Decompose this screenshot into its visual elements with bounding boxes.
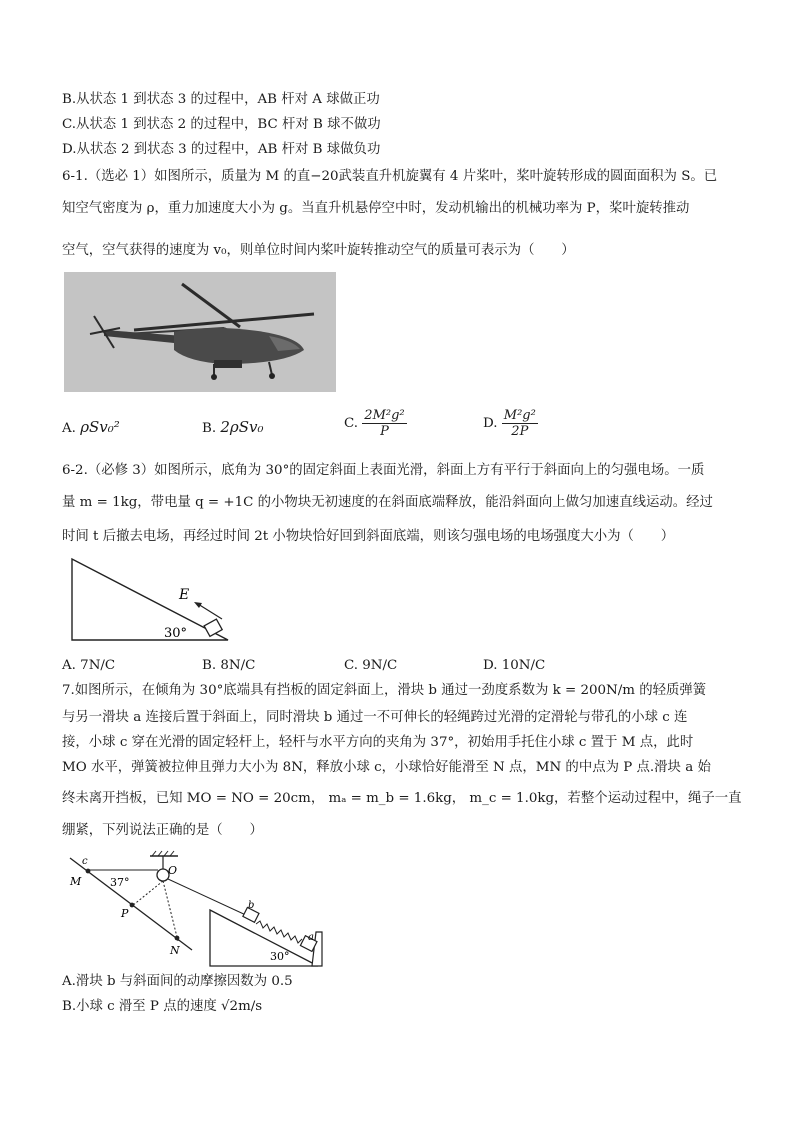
q7-text-line2: 与另一滑块 a 连接后置于斜面上，同时滑块 b 通过一不可伸长的轻绳跨过光滑的定滑轮与带孔的小球 c 连: [62, 710, 688, 725]
q6-2-text-line2: 量 m = 1kg，带电量 q = +1C 的小物块无初速度的在斜面底端释放，能沿斜面向上做匀加速直线运动。经过: [62, 495, 713, 510]
q7-text-line5: 终未离开挡板，已知 MO = NO = 20cm， mₐ = m_b = 1.6kg， m_c = 1.0kg，若整个运动过程中，绳子一直: [62, 791, 742, 806]
label-a: a: [308, 932, 314, 943]
q5-option-b: B.从状态 1 到状态 3 的过程中，AB 杆对 A 球做正功: [62, 92, 380, 107]
label-p: P: [121, 907, 129, 920]
helicopter-illustration: [64, 272, 336, 392]
small-block: [204, 619, 222, 636]
label-c: c: [82, 856, 88, 867]
field-arrowhead: [194, 602, 202, 608]
q7-option-a: A.滑块 b 与斜面间的动摩擦因数为 0.5: [62, 974, 293, 989]
pulley-system-diagram: [60, 848, 330, 970]
q7-text-line6: 绷紧，下列说法正确的是（ ）: [62, 823, 263, 838]
q6-1-text-line3: 空气，空气获得的速度为 v₀，则单位时间内桨叶旋转推动空气的质量可表示为（ ）: [62, 243, 575, 258]
label-o: O: [168, 864, 178, 877]
q6-2-option-a: A. 7N/C: [62, 658, 116, 673]
q6-1-option-d: [483, 408, 538, 439]
q6-1-option-d-label: D.: [483, 416, 498, 431]
label-n: N: [170, 944, 180, 957]
q6-1-text-line2: 知空气密度为 ρ，重力加速度大小为 g。当直升机悬停空中时，发动机输出的机械功率为 P，桨叶旋转推动: [62, 201, 690, 216]
incline-field-diagram: [60, 555, 240, 645]
label-angle-30: 30°: [270, 950, 290, 963]
q6-1-option-b-label: B.: [202, 421, 217, 436]
q6-1-option-a-label: A.: [62, 421, 76, 436]
label-b: b: [248, 900, 255, 911]
q6-2-option-b: B. 8N/C: [202, 658, 256, 673]
q6-1-option-d-numerator: M²g²: [503, 408, 536, 423]
q6-2-text-line3: 时间 t 后撤去电场，再经过时间 2t 小物块恰好回到斜面底端，则该匀强电场的电场强度大小为（ ）: [62, 529, 675, 544]
q6-1-option-b: [202, 418, 264, 436]
q7-text-line1: 7.如图所示，在倾角为 30°底端具有挡板的固定斜面上，滑块 b 通过一劲度系数为 k = 200N/m 的轻质弹簧: [62, 683, 707, 698]
q7-text-line4: MO 水平，弹簧被拉伸且弹力大小为 8N，释放小球 c，小球恰好能滑至 N 点，MN 的中点为 P 点.滑块 a 始: [62, 760, 711, 775]
field-arrow: [198, 604, 222, 619]
q5-option-c: C.从状态 1 到状态 2 的过程中，BC 杆对 B 球不做功: [62, 117, 381, 132]
string-ob: [168, 879, 248, 916]
q6-1-option-a: [62, 418, 120, 436]
q6-1-option-c: [344, 408, 407, 439]
q6-1-text-line1: 6-1.（选必 1）如图所示，质量为 M 的直−20武装直升机旋翼有 4 片桨叶，桨叶旋转形成的圆面面积为 S。已: [62, 169, 718, 184]
label-m: M: [70, 875, 82, 888]
q7-option-b: B.小球 c 滑至 P 点的速度 √2m/s: [62, 999, 263, 1014]
q6-1-option-c-denominator: P: [380, 424, 389, 439]
field-label: E: [179, 587, 190, 603]
q7-text-line3: 接，小球 c 穿在光滑的固定轻杆上，轻杆与水平方向的夹角为 37°，初始用手托住小球 c 置于 M 点，此时: [62, 735, 694, 750]
q6-1-option-d-denominator: 2P: [511, 424, 529, 439]
helicopter-photo: [64, 272, 336, 392]
q6-2-text-line1: 6-2.（必修 3）如图所示，底角为 30°的固定斜面上表面光滑，斜面上方有平行于斜面向上的匀强电场。一质: [62, 463, 705, 478]
q6-1-option-b-formula: 2ρSv₀: [220, 418, 264, 436]
q6-1-option-c-fraction: [362, 408, 406, 439]
q6-1-option-d-fraction: [502, 408, 538, 439]
incline-angle-label: 30°: [164, 626, 188, 641]
label-angle-37: 37°: [110, 876, 130, 889]
spring: [256, 921, 302, 943]
q6-1-option-c-numerator: 2M²g²: [364, 408, 405, 423]
q6-2-option-d: D. 10N/C: [483, 658, 546, 673]
q5-option-d: D.从状态 2 到状态 3 的过程中，AB 杆对 B 球做负功: [62, 142, 381, 157]
q6-1-option-a-formula: ρSv₀²: [80, 418, 120, 436]
incline-30: [210, 910, 318, 966]
q6-1-option-c-label: C.: [344, 416, 359, 431]
q6-2-option-c: C. 9N/C: [344, 658, 398, 673]
